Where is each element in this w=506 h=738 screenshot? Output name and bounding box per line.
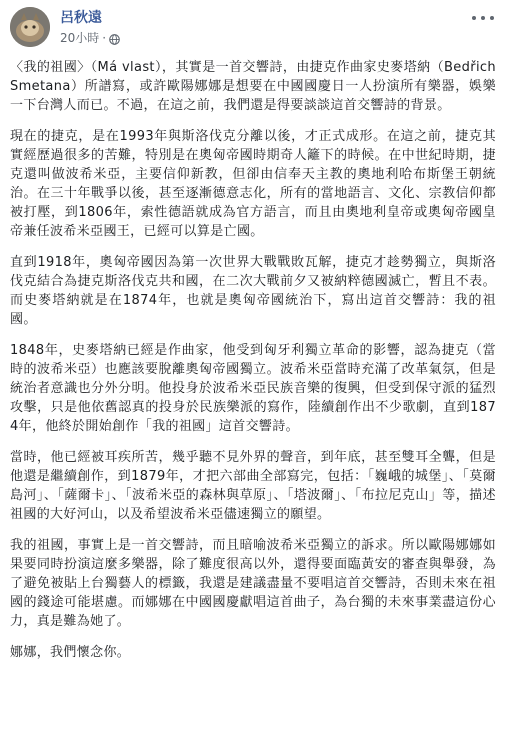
post-body <box>0 58 506 662</box>
meta-separator: · <box>102 31 107 45</box>
post-paragraph-1: 〈我的祖國〉（Má vlast），其實是一首交響詩，由捷克作曲家史麥塔納（Bedřich Smetana）所譜寫，或許歐陽娜娜是想要在中國國慶日一人扮演所有樂器，娛樂一下台灣人而已。不過，在這之前，我們還是得要談談這首交響詩的背景。 <box>10 60 496 113</box>
post-meta <box>60 30 120 46</box>
post-paragraph-7: 娜娜，我們懷念你。 <box>10 645 131 660</box>
post-paragraph-3: 直到1918年，奧匈帝國因為第一次世界大戰戰敗瓦解，捷克才趁勢獨立，與斯洛伐克結合為捷克斯洛伐克共和國，在二次大戰前夕又被納粹德國滅亡，暫且不表。而史麥塔納就是在1874年，也就是奧匈帝國統治下，寫出這首交響詩：我的祖國。 <box>10 255 496 327</box>
avatar-photo <box>10 7 50 47</box>
globe-icon[interactable] <box>109 33 120 44</box>
post-paragraph-5: 當時，他已經被耳疾所苦，幾乎聽不見外界的聲音，到年底，甚至雙耳全聾，但是他還是繼續創作，到1879年，才把六部曲全部寫完，包括：「巍峨的城堡」、「莫爾島河」、「薩爾卡」、「波希米亞的森林與草原」、「塔波爾」、「布拉尼克山」等，描述祖國的大好河山，以及希望波希米亞儘速獨立的願望。 <box>10 450 496 522</box>
avatar[interactable] <box>10 7 50 47</box>
post-paragraph-2: 現在的捷克，是在1993年與斯洛伐克分離以後，才正式成形。在這之前，捷克其實經歷過很多的苦難，特別是在奧匈帝國時期奇人籬下的時候。在中世紀時期，捷克還叫做波希米亞，主要信仰新教，但卻由信奉天主教的奧地利哈布斯堡王朝統治。在三十年戰爭以後，甚至逐漸德意志化，所有的當地語言、文化、宗教信仰都被打壓，到1806年，索性德語就成為官方語言，而且由奧地利皇帝或奧匈帝國皇帝兼任波希米亞國王，已經可以算是亡國。 <box>10 129 496 239</box>
author-name[interactable]: 呂秋遠 <box>60 10 102 26</box>
post-header <box>0 0 506 58</box>
post-paragraph-4: 1848年，史麥塔納已經是作曲家，他受到匈牙利獨立革命的影響，認為捷克（當時的波希米亞）也應該要脫離奧匈帝國獨立。波希米亞當時充滿了改革氣氛，但是統治者意識也分外分明。他投身於波希米亞民族音樂的復興，但受到保守派的猛烈攻擊，只是他依舊認真的投身於民族樂派的寫作，陸續創作出不少歌劇，直到1874年，他終於開始創作「我的祖國」這首交響詩。 <box>10 343 496 434</box>
post-paragraph-6: 我的祖國，事實上是一首交響詩，而且暗喻波希米亞獨立的訴求。所以歐陽娜娜如果要同時扮演這麼多樂器，除了難度很高以外，還得要面臨黃安的審查與舉發，為了避免被貼上台獨藝人的標籤，我還是建議盡量不要唱這首交響詩，否則未來在祖國的錢途可能堪慮。而娜娜在中國國慶獻唱這首曲子，為台獨的未來事業盡這份心力，真是難為她了。 <box>10 538 496 629</box>
more-options-icon[interactable] <box>472 12 494 24</box>
post-timestamp[interactable]: 20小時 <box>60 31 100 45</box>
